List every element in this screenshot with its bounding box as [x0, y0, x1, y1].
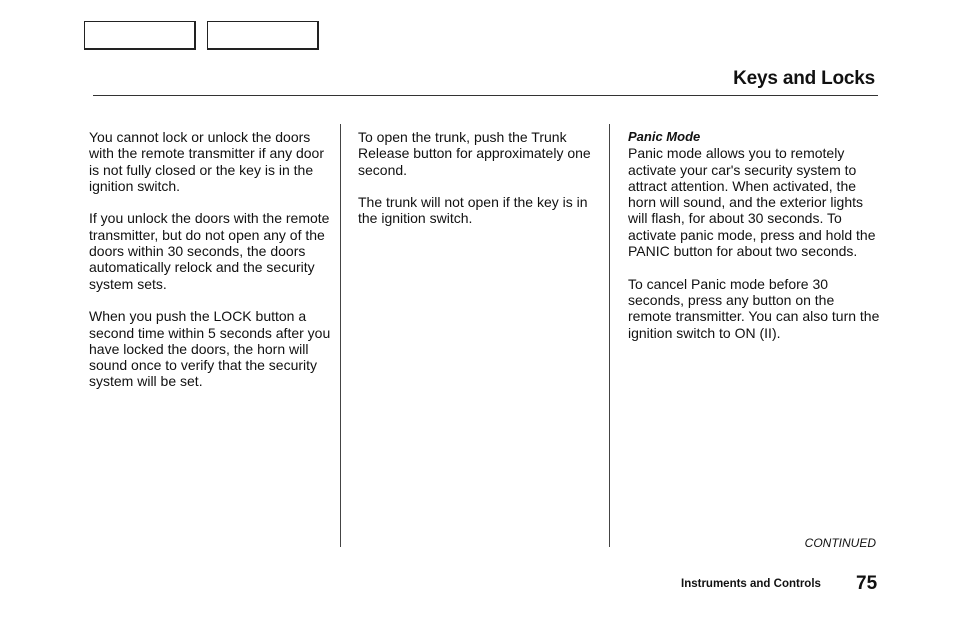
paragraph: You cannot lock or unlock the doors with the remote transmitter if any door is not fully closed or the key is in the ignition switch.: [89, 129, 324, 194]
paragraph: To cancel Panic mode before 30 seconds, press any button on the remote transmitter. You can also turn the ignition switch to ON (II).: [628, 275, 880, 341]
paragraph: Panic mode allows you to remotely activate your car's security system to attract attention. When activated, the horn will sound, and the exterior lights will flash, for about 30 seconds. To activate panic mode, press and hold the PANIC button for about two seconds.: [628, 145, 876, 260]
page-title: Keys and Locks: [733, 68, 875, 89]
title-divider: [93, 95, 878, 96]
page-number: 75: [856, 573, 878, 594]
right-column: [628, 129, 880, 357]
subheading: Panic Mode: [628, 129, 701, 144]
paragraph: The trunk will not open if the key is in the ignition switch.: [358, 194, 588, 227]
paragraph: If you unlock the doors with the remote transmitter, but do not open any of the doors within 30 seconds, the doors automatically relock and the security system sets.: [89, 210, 330, 292]
column-divider: [609, 124, 610, 547]
left-column: [89, 129, 332, 406]
column-divider: [340, 124, 341, 547]
nav-button-2[interactable]: [207, 21, 319, 50]
continued-label: CONTINUED: [804, 536, 876, 550]
middle-column: [358, 129, 598, 243]
nav-button-1[interactable]: [84, 21, 196, 50]
footer-section-title: Instruments and Controls: [681, 578, 821, 590]
paragraph: To open the trunk, push the Trunk Release button for approximately one second.: [358, 129, 591, 178]
paragraph: When you push the LOCK button a second time within 5 seconds after you have locked the doors, the horn will sound once to verify that the security system will be set.: [89, 308, 331, 390]
